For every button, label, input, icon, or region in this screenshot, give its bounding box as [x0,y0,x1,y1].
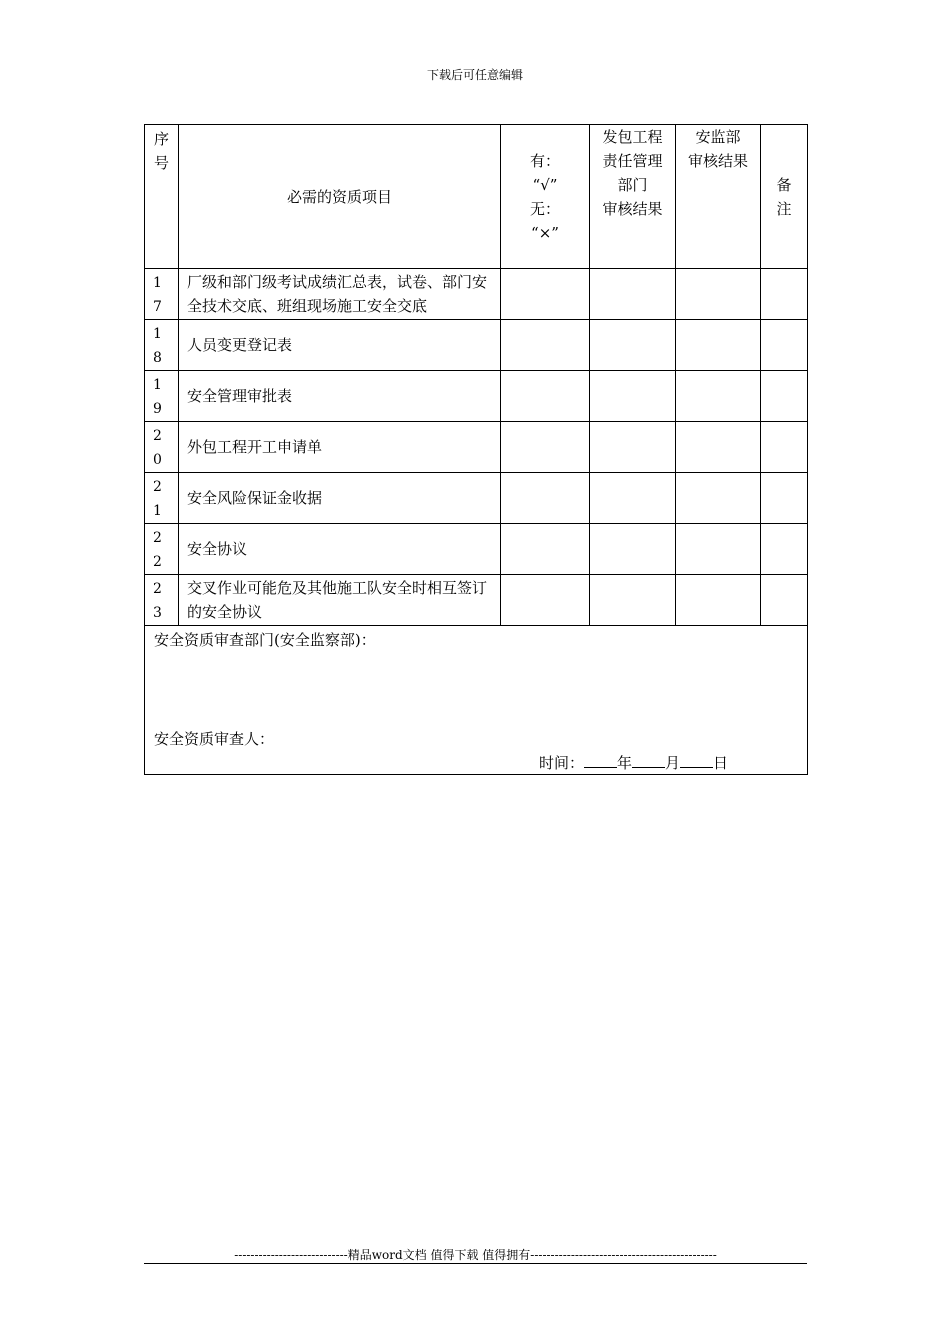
header-seq: 序 号 [145,125,179,269]
remarks-cell[interactable] [761,422,808,473]
remarks-cell[interactable] [761,575,808,626]
table-row [145,371,808,422]
mark-cell[interactable] [501,524,590,575]
row-number: 2 1 [145,473,179,524]
dept-review-cell[interactable] [590,269,676,320]
row-item: 安全管理审批表 [179,371,501,422]
table-row [145,269,808,320]
year-label: 年 [617,754,633,772]
mark-cell[interactable] [501,473,590,524]
time-label: 时间： [539,754,585,772]
footer-rule [144,1263,807,1264]
review-dept-label: 安全资质审查部门(安全监察部)： [154,631,376,649]
supervision-review-cell[interactable] [676,371,761,422]
table-row [145,422,808,473]
remarks-cell[interactable] [761,371,808,422]
header-mark: 有： “√” 无： “×” [501,125,590,269]
supervision-review-cell[interactable] [676,524,761,575]
row-item: 外包工程开工申请单 [179,422,501,473]
page-header: 下载后可任意编辑 [426,68,523,82]
row-item: 人员变更登记表 [179,320,501,371]
dept-review-cell[interactable] [590,524,676,575]
row-item: 安全协议 [179,524,501,575]
header-supervision-review: 安监部 审核结果 [676,125,761,269]
mark-cell[interactable] [501,575,590,626]
row-item: 交叉作业可能危及其他施工队安全时相互签订的安全协议 [179,575,501,626]
table-row [145,575,808,626]
remarks-cell[interactable] [761,269,808,320]
table-header-row [145,125,808,269]
dept-review-cell[interactable] [590,575,676,626]
year-blank[interactable] [584,751,617,768]
table-row [145,320,808,371]
mark-cell[interactable] [501,269,590,320]
row-number: 2 0 [145,422,179,473]
date-line [539,751,728,775]
signature-row [145,626,808,775]
row-item: 安全风险保证金收据 [179,473,501,524]
row-number: 2 3 [145,575,179,626]
remarks-cell[interactable] [761,320,808,371]
dept-review-cell[interactable] [590,473,676,524]
row-number: 1 9 [145,371,179,422]
qualification-table [144,124,808,775]
header-item: 必需的资质项目 [179,125,501,269]
mark-cell[interactable] [501,422,590,473]
row-number: 2 2 [145,524,179,575]
page-footer: ----------------------------精品word文档 值得下载 值得拥有---------------------------------------------- [234,1248,717,1262]
supervision-review-cell[interactable] [676,473,761,524]
mark-cell[interactable] [501,320,590,371]
month-blank[interactable] [632,751,665,768]
table-row [145,524,808,575]
header-remarks: 备 注 [761,125,808,269]
dept-review-cell[interactable] [590,422,676,473]
row-number: 1 8 [145,320,179,371]
supervision-review-cell[interactable] [676,575,761,626]
supervision-review-cell[interactable] [676,422,761,473]
table-row [145,473,808,524]
remarks-cell[interactable] [761,524,808,575]
dept-review-cell[interactable] [590,320,676,371]
supervision-review-cell[interactable] [676,320,761,371]
day-blank[interactable] [680,751,713,768]
row-item: 厂级和部门级考试成绩汇总表，试卷、部门安全技术交底、班组现场施工安全交底 [179,269,501,320]
dept-review-cell[interactable] [590,371,676,422]
row-number: 1 7 [145,269,179,320]
remarks-cell[interactable] [761,473,808,524]
signature-cell[interactable] [145,626,808,775]
reviewer-label: 安全资质审查人： [154,730,275,748]
month-label: 月 [665,754,681,772]
day-label: 日 [713,754,729,772]
mark-cell[interactable] [501,371,590,422]
header-dept-review: 发包工程 责任管理 部门 审核结果 [590,125,676,269]
supervision-review-cell[interactable] [676,269,761,320]
